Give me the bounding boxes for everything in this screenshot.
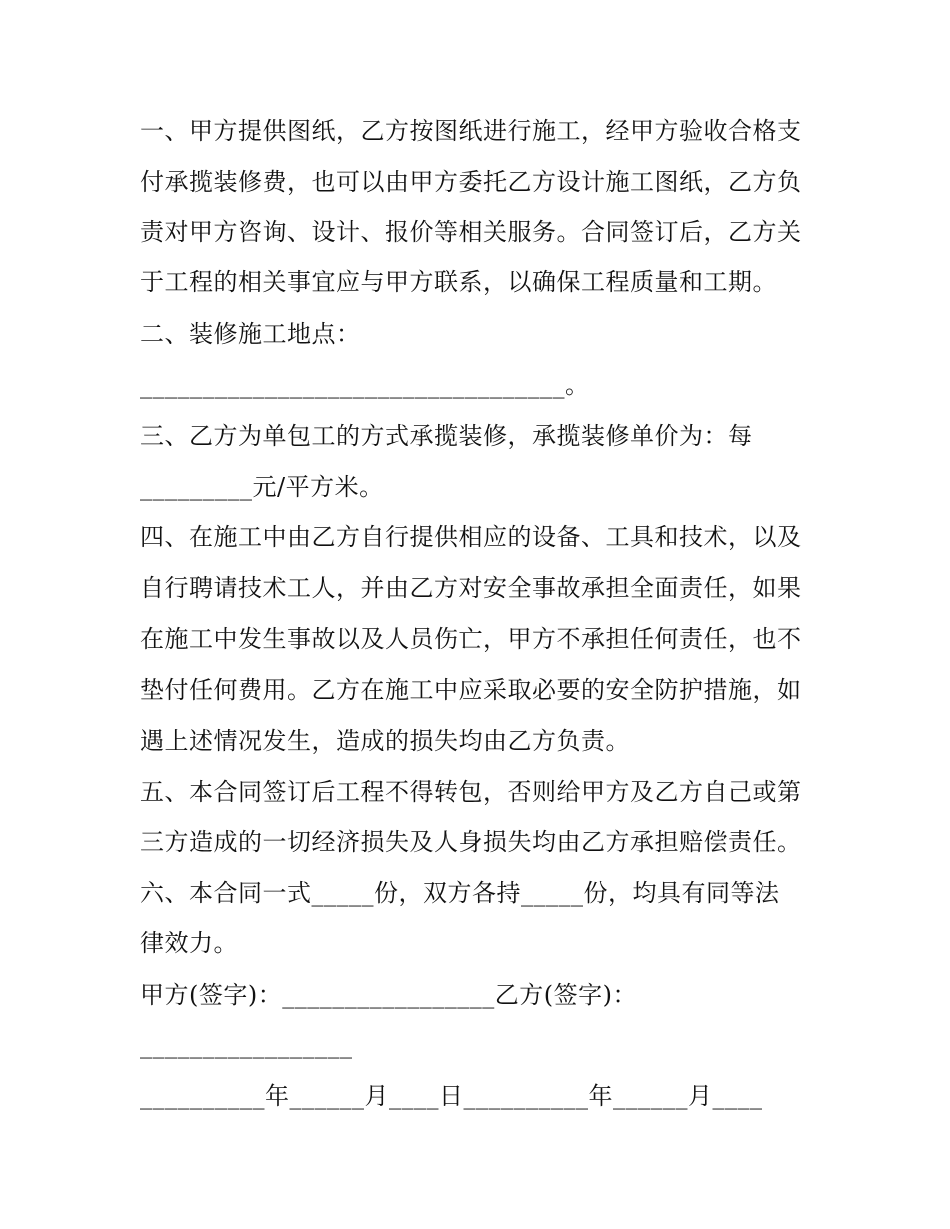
- date-line: __________年______月____日__________年______月____: [140, 1082, 763, 1110]
- clause-4-line-3: 在施工中发生事故以及人员伤亡，甲方不承担任何责任，也不: [140, 625, 802, 653]
- clause-1-line-2: 付承揽装修费，也可以由甲方委托乙方设计施工图纸，乙方负: [140, 168, 802, 196]
- clause-3-line-1: 三、乙方为单包工的方式承揽装修，承揽装修单价为：每: [140, 422, 753, 450]
- clause-4-line-4: 垫付任何费用。乙方在施工中应采取必要的安全防护措施，如: [140, 676, 802, 704]
- clause-4-line-2: 自行聘请技术工人，并由乙方对安全事故承担全面责任，如果: [140, 574, 802, 602]
- signature-blank: _________________: [140, 1031, 353, 1059]
- clause-5-line-2: 三方造成的一切经济损失及人身损失均由乙方承担赔偿责任。: [140, 828, 802, 856]
- clause-1-line-4: 于工程的相关事宜应与甲方联系，以确保工程质量和工期。: [140, 268, 777, 296]
- clause-3-line-2: _________元/平方米。: [140, 473, 384, 501]
- clause-6-line-2: 律效力。: [140, 929, 238, 957]
- clause-1-line-3: 责对甲方咨询、设计、报价等相关服务。合同签订后，乙方关: [140, 218, 802, 246]
- clause-6-line-1: 六、本合同一式_____份，双方各持_____份，均具有同等法: [140, 879, 780, 907]
- clause-4-line-5: 遇上述情况发生，造成的损失均由乙方负责。: [140, 727, 630, 755]
- clause-2-line-1: 二、装修施工地点：: [140, 320, 361, 348]
- clause-4-line-1: 四、在施工中由乙方自行提供相应的设备、工具和技术，以及: [140, 523, 802, 551]
- clause-1-line-1: 一、甲方提供图纸，乙方按图纸进行施工，经甲方验收合格支: [140, 117, 802, 145]
- signature-line: 甲方(签字)：_________________乙方(签字)：: [140, 981, 637, 1009]
- clause-5-line-1: 五、本合同签订后工程不得转包，否则给甲方及乙方自己或第: [140, 778, 802, 806]
- clause-2-blank: __________________________________。: [140, 371, 590, 399]
